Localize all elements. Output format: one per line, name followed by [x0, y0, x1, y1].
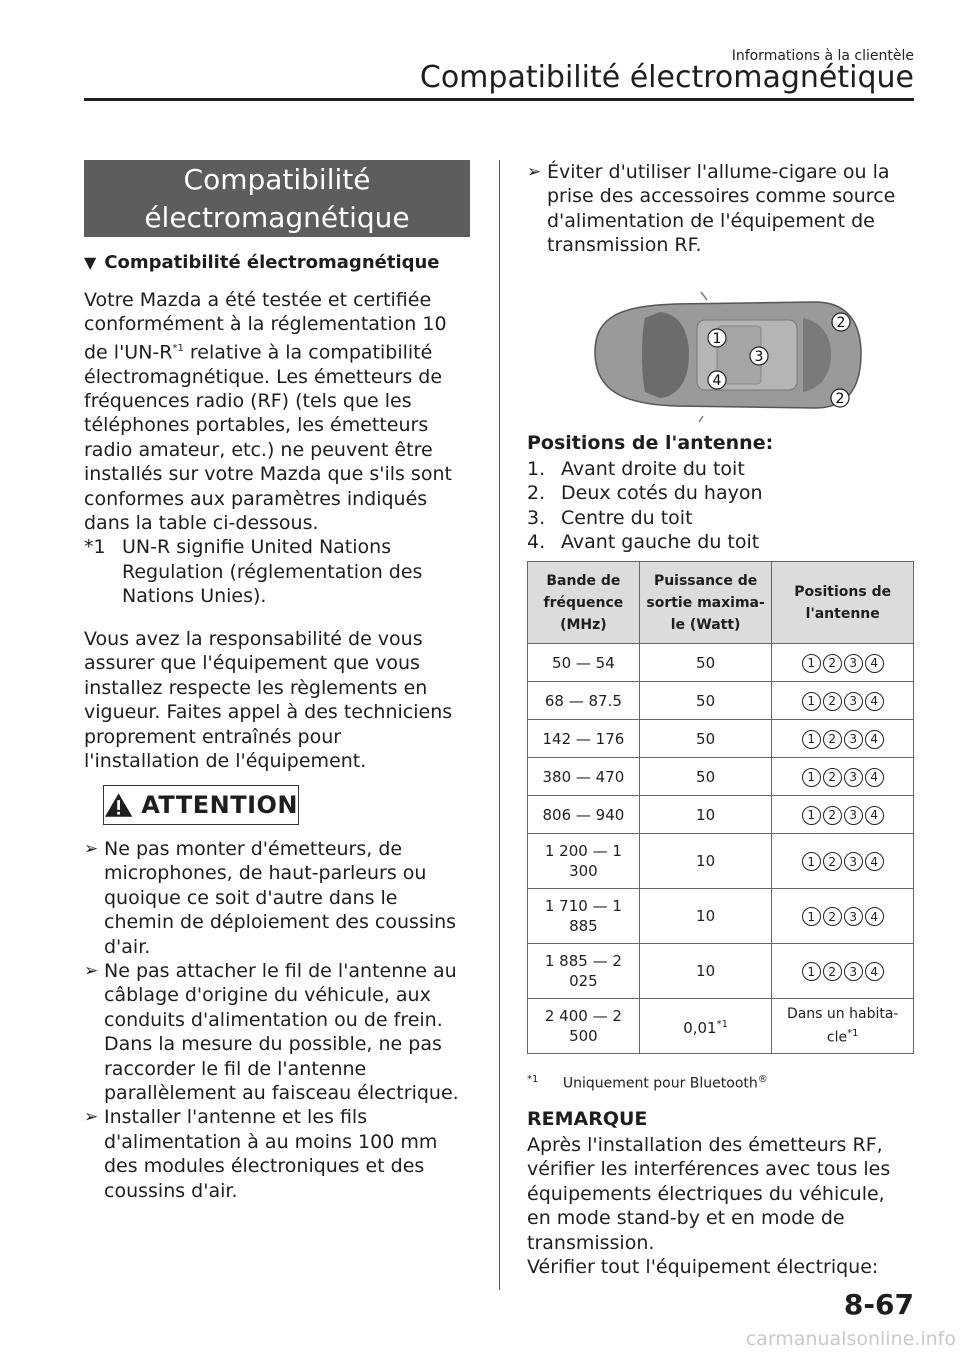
header-positions — [772, 562, 914, 644]
table-row — [528, 796, 914, 834]
car-marker-2-top: 2 — [836, 315, 846, 331]
table-row — [528, 720, 914, 758]
intro-line — [84, 337, 484, 365]
header-section: Informations à la clientèle — [731, 48, 914, 64]
intro-line: installés sur votre Mazda que s'ils sont — [84, 463, 452, 486]
position-circle-icon: 3 — [844, 962, 863, 981]
position-circle-icon: 2 — [823, 907, 842, 926]
bluetooth-footnote — [527, 1074, 768, 1092]
power-value: 10 — [696, 907, 716, 925]
responsibility-line: assurer que l'équipement que vous — [84, 652, 420, 675]
position-circle-icon: 2 — [823, 962, 842, 981]
table-row — [528, 758, 914, 796]
positions-line — [774, 1024, 911, 1048]
warning-line: des modules électroniques et des — [104, 1155, 425, 1178]
position-circle-icon: 1 — [802, 852, 821, 871]
warning-line: chemin de déploiement des coussins — [104, 911, 457, 934]
header-line: le (Watt) — [670, 616, 741, 633]
antenna-num: 4. — [527, 531, 546, 554]
remarque-title: REMARQUE — [527, 1108, 648, 1130]
remarque-line: transmission. — [527, 1231, 655, 1254]
attention-label: ATTENTION — [141, 791, 298, 819]
table-header-row — [528, 562, 914, 644]
warning-line: Dans la mesure du possible, ne pas — [104, 1033, 442, 1056]
header-line: Positions de — [794, 583, 892, 600]
power-value: 50 — [696, 729, 716, 748]
cell-power — [639, 720, 772, 758]
intro-line: Votre Mazda a été testée et certifiée — [84, 289, 432, 311]
arrow-bullet-icon: ➢ — [84, 839, 99, 859]
cell-power — [639, 944, 772, 999]
warning-line: quoique ce soit d'autre dans le — [104, 886, 398, 909]
warning-item — [527, 160, 907, 258]
band-line: 2 400 — 2 — [544, 1007, 622, 1025]
position-circle-icon: 3 — [844, 768, 863, 787]
antenna-item — [527, 530, 763, 554]
antenna-list — [527, 457, 763, 555]
band-line: 380 — 470 — [542, 767, 625, 786]
page-number: 8-67 — [843, 1288, 914, 1321]
intro-line: conformément à la réglementation 10 — [84, 313, 447, 336]
warning-list — [84, 837, 484, 1203]
intro-line: électromagnétique. Les émetteurs de — [84, 365, 443, 388]
warning-line: transmission RF. — [547, 234, 702, 257]
table-row — [528, 889, 914, 944]
footnote-unr — [84, 535, 484, 608]
cell-positions — [772, 644, 914, 682]
footnote-ref: *1 — [172, 342, 184, 354]
section-banner — [84, 160, 470, 237]
cell-band — [528, 682, 640, 720]
banner-line-1: Compatibilité — [183, 162, 371, 196]
table-row — [528, 999, 914, 1054]
intro-paragraph — [84, 288, 484, 609]
positions-text: Dans un habita- — [786, 1006, 899, 1023]
intro-line: conformes aux paramètres indiqués — [84, 487, 428, 510]
power-value: 10 — [696, 962, 716, 980]
footnote-ref: *1 — [716, 1018, 728, 1030]
position-circle-icon: 3 — [844, 730, 863, 749]
position-circle-icon: 3 — [844, 852, 863, 871]
header-power — [639, 562, 772, 644]
antenna-item — [527, 481, 763, 505]
intro-line: téléphones portables, les émetteurs — [84, 414, 429, 437]
footnote-ref: *1 — [847, 1028, 859, 1040]
triangle-down-icon: ▼ — [84, 253, 97, 272]
warning-line: conduits d'alimentation ou de frein. — [104, 1008, 443, 1031]
header-line: Bande de — [546, 572, 621, 589]
warning-line: Installer l'antenne et les fils — [104, 1106, 368, 1129]
position-circles — [802, 730, 884, 749]
position-circles — [802, 768, 884, 787]
registered-mark: ® — [757, 1074, 768, 1085]
position-circle-icon: 1 — [802, 962, 821, 981]
warning-line: câblage d'origine du véhicule, aux — [104, 984, 431, 1007]
intro-line: dans la table ci-dessous. — [84, 511, 319, 534]
position-circle-icon: 3 — [844, 806, 863, 825]
cell-power — [639, 796, 772, 834]
arrow-bullet-icon: ➢ — [84, 961, 99, 982]
position-circle-icon: 1 — [802, 907, 821, 926]
warning-line: raccorder le fil de l'antenne — [104, 1057, 367, 1080]
position-circles — [802, 654, 884, 673]
position-circle-icon: 2 — [823, 768, 842, 787]
warning-line: prise des accessoires comme source — [547, 185, 896, 208]
header-line: l'antenne — [805, 605, 880, 622]
table-body — [528, 644, 914, 1054]
cell-band — [528, 720, 640, 758]
arrow-bullet-icon: ➢ — [84, 1107, 99, 1128]
antenna-item — [527, 506, 763, 530]
band-line: 68 — 87.5 — [544, 691, 622, 710]
position-circle-icon: 2 — [823, 730, 842, 749]
warning-triangle-icon — [104, 792, 133, 818]
antenna-text: Centre du toit — [561, 506, 693, 529]
footnote-line: Regulation (réglementation des — [122, 560, 423, 583]
position-circles — [802, 852, 884, 871]
cell-band — [528, 834, 640, 889]
cell-positions — [772, 944, 914, 999]
positions-line — [774, 1004, 911, 1024]
position-circle-icon: 1 — [802, 768, 821, 787]
position-circle-icon: 4 — [865, 768, 884, 787]
warning-line: Éviter d'utiliser l'allume-cigare ou la — [547, 161, 890, 183]
antenna-title: Positions de l'antenne: — [527, 432, 774, 454]
watermark: carmanualsonline.info — [745, 1328, 956, 1350]
band-line: 142 — 176 — [542, 729, 625, 748]
position-circles — [802, 962, 884, 981]
frequency-table — [527, 561, 914, 1054]
banner-line-2: électromagnétique — [144, 200, 410, 234]
cell-positions — [772, 834, 914, 889]
antenna-num: 1. — [527, 458, 546, 480]
header-title: Compatibilité électromagnétique — [419, 60, 914, 95]
position-circle-icon: 2 — [823, 806, 842, 825]
position-circles — [802, 692, 884, 711]
car-marker-3: 3 — [754, 349, 764, 365]
position-circle-icon: 2 — [823, 852, 842, 871]
cell-band — [528, 796, 640, 834]
header-line: (MHz) — [560, 616, 607, 633]
warning-line: Ne pas monter d'émetteurs, de — [104, 838, 403, 860]
responsibility-line: installez respecte les règlements en — [84, 676, 428, 699]
cell-power — [639, 682, 772, 720]
power-value: 10 — [696, 852, 716, 870]
power-value: 50 — [696, 653, 716, 672]
warning-continued — [527, 160, 907, 258]
car-marker-2-bottom: 2 — [835, 391, 845, 407]
footnote-line: Nations Unies). — [122, 585, 267, 608]
table-row — [528, 644, 914, 682]
subheading — [84, 252, 440, 273]
position-circle-icon: 2 — [823, 692, 842, 711]
cell-band — [528, 999, 640, 1054]
power-value: 50 — [696, 767, 716, 786]
remarque-body — [527, 1133, 907, 1279]
column-divider — [499, 160, 500, 1290]
band-line: 50 — 54 — [552, 653, 615, 672]
band-line: 025 — [569, 972, 598, 990]
warning-item — [84, 837, 484, 959]
power-value: 50 — [696, 691, 716, 710]
responsibility-line: l'installation de l'équipement. — [84, 750, 367, 773]
footnote-line: UN-R signifie United Nations — [122, 536, 392, 559]
remarque-line: Vérifier tout l'équipement électrique: — [527, 1256, 879, 1279]
cell-band — [528, 758, 640, 796]
position-circle-icon: 4 — [865, 806, 884, 825]
intro-line: fréquences radio (RF) (tels que les — [84, 389, 412, 412]
car-top-view-illustration — [585, 292, 865, 422]
responsibility-line: vigueur. Faites appel à des techniciens — [84, 701, 453, 724]
band-line: 300 — [569, 862, 598, 880]
position-circles — [802, 806, 884, 825]
cell-positions — [772, 758, 914, 796]
table-row — [528, 834, 914, 889]
position-circle-icon: 2 — [823, 654, 842, 673]
position-circle-icon: 1 — [802, 730, 821, 749]
cell-band — [528, 644, 640, 682]
cell-positions — [772, 720, 914, 758]
warning-item — [84, 1105, 484, 1203]
warning-line: d'alimentation de l'équipement de — [547, 209, 875, 232]
position-circle-icon: 3 — [844, 654, 863, 673]
cell-power — [639, 758, 772, 796]
position-circles — [802, 907, 884, 926]
cell-band — [528, 944, 640, 999]
table-row — [528, 682, 914, 720]
intro-line: radio amateur, etc.) ne peuvent être — [84, 438, 433, 461]
cell-power — [639, 644, 772, 682]
position-circle-icon: 4 — [865, 654, 884, 673]
footnote-text: Uniquement pour Bluetooth — [562, 1075, 758, 1092]
position-circle-icon: 4 — [865, 962, 884, 981]
position-circle-icon: 3 — [844, 692, 863, 711]
position-circle-icon: 4 — [865, 692, 884, 711]
cell-band — [528, 889, 640, 944]
header-rule — [84, 98, 914, 101]
band-line: 1 200 — 1 — [544, 842, 622, 860]
attention-box — [103, 785, 299, 825]
footnote-mark: *1 — [527, 1074, 539, 1085]
warning-line: Ne pas attacher le fil de l'antenne au — [104, 960, 457, 983]
antenna-item — [527, 457, 763, 481]
responsibility-paragraph — [84, 627, 484, 773]
band-line: 1 885 — 2 — [544, 952, 622, 970]
header-band — [528, 562, 640, 644]
remarque-line: Après l'installation des émetteurs RF, — [527, 1134, 883, 1156]
warning-line: parallèlement au faisceau électrique. — [104, 1082, 459, 1105]
responsibility-line: Vous avez la responsabilité de vous — [84, 628, 423, 650]
antenna-num: 3. — [527, 506, 546, 529]
arrow-bullet-icon: ➢ — [527, 162, 542, 182]
intro-unr: de l'UN-R — [84, 341, 173, 364]
cell-positions — [772, 796, 914, 834]
header-line: Puissance de — [653, 572, 758, 589]
header-line: sortie maxima- — [646, 594, 765, 611]
band-line: 1 710 — 1 — [544, 897, 622, 915]
car-marker-1: 1 — [712, 331, 722, 347]
cell-positions — [772, 999, 914, 1054]
antenna-text: Avant droite du toit — [561, 458, 745, 480]
position-circle-icon: 3 — [844, 907, 863, 926]
band-line: 806 — 940 — [542, 805, 625, 824]
warning-line: d'air. — [104, 935, 151, 958]
remarque-line: en mode stand-by et en mode de — [527, 1207, 845, 1230]
remarque-line: équipements électriques du véhicule, — [527, 1182, 885, 1205]
cell-power — [639, 889, 772, 944]
responsibility-line: proprement entraînés pour — [84, 725, 342, 748]
antenna-num: 2. — [527, 482, 546, 505]
cell-positions — [772, 889, 914, 944]
warning-item — [84, 959, 484, 1105]
table-row — [528, 944, 914, 999]
cell-power — [639, 834, 772, 889]
cell-power — [639, 999, 772, 1054]
positions-text: cle — [826, 1029, 848, 1046]
band-line: 885 — [569, 917, 598, 935]
footnote-mark: *1 — [84, 536, 106, 559]
warning-line: coussins d'air. — [104, 1179, 238, 1202]
warning-line: d'alimentation à au moins 100 mm — [104, 1130, 438, 1153]
position-circle-icon: 1 — [802, 654, 821, 673]
position-circle-icon: 4 — [865, 730, 884, 749]
power-value: 0,01 — [683, 1018, 717, 1037]
intro-line-rest: relative à la compatibilité — [189, 341, 433, 364]
cell-positions — [772, 682, 914, 720]
power-value: 10 — [696, 805, 716, 824]
position-circle-icon: 1 — [802, 806, 821, 825]
remarque-line: vérifier les interférences avec tous les — [527, 1158, 891, 1181]
car-marker-4: 4 — [712, 373, 722, 389]
antenna-text: Deux cotés du hayon — [561, 482, 763, 505]
antenna-text: Avant gauche du toit — [561, 531, 760, 554]
band-line: 500 — [569, 1027, 598, 1045]
position-circle-icon: 1 — [802, 692, 821, 711]
position-circle-icon: 4 — [865, 852, 884, 871]
subheading-text: Compatibilité électromagnétique — [104, 252, 440, 273]
header-line: fréquence — [543, 594, 624, 611]
position-circle-icon: 4 — [865, 907, 884, 926]
warning-line: microphones, de haut-parleurs ou — [104, 862, 427, 885]
